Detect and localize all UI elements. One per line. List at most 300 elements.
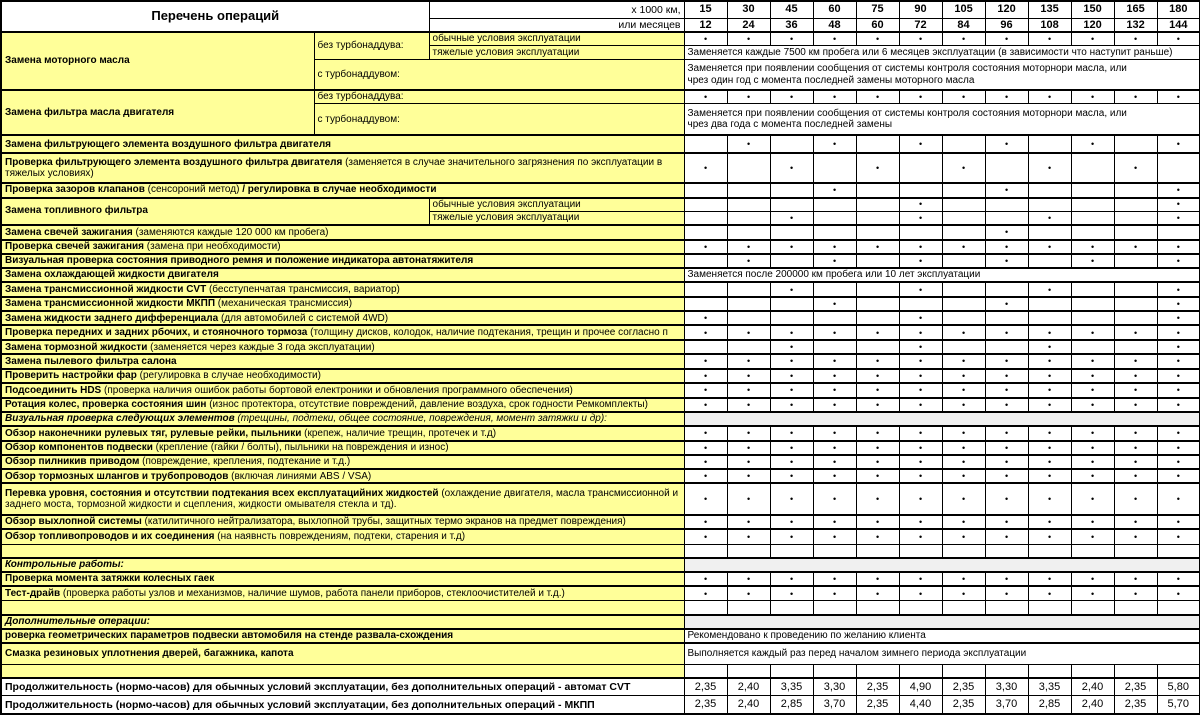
schedule-dot-cell: • xyxy=(985,369,1028,384)
schedule-dot-cell xyxy=(770,225,813,240)
schedule-dot-cell: • xyxy=(942,586,985,601)
schedule-dot-cell xyxy=(856,225,899,240)
schedule-dot-cell xyxy=(813,198,856,212)
schedule-dot-cell xyxy=(813,544,856,558)
schedule-dot-cell: • xyxy=(727,383,770,397)
schedule-dot-cell: • xyxy=(1157,529,1200,544)
op-label-text: (охлаждение двигателя, масла трансмиссионной и заднего моста, тормозной жидкости и сцепления, жидкости омывателя стекла и тд). xyxy=(5,487,679,511)
duration-value-cell: 5,80 xyxy=(1157,678,1200,696)
table-row xyxy=(1,469,1200,483)
table-row xyxy=(1,601,1200,615)
schedule-dot-cell: • xyxy=(1114,455,1157,469)
table-row xyxy=(1,643,1200,664)
schedule-note-cell xyxy=(684,60,1200,91)
op-label-cell xyxy=(1,696,684,714)
op-label-text: (бесступенчатая трансмиссия, вариатор) xyxy=(206,283,400,295)
schedule-dot-cell xyxy=(727,601,770,615)
schedule-dot-cell: • xyxy=(856,529,899,544)
op-label-cell xyxy=(1,183,684,198)
schedule-dot-cell: • xyxy=(899,211,942,225)
schedule-dot-cell: • xyxy=(770,398,813,412)
op-label-cell xyxy=(429,32,684,46)
schedule-dot-cell: • xyxy=(1071,398,1114,412)
op-label-cell xyxy=(314,104,684,136)
op-label-cell xyxy=(1,558,684,572)
schedule-dot-cell xyxy=(985,340,1028,354)
schedule-dot-cell: • xyxy=(899,383,942,397)
op-label-text: Смазка резиновых уплотнения дверей, багажника, капота xyxy=(5,648,294,660)
table-row xyxy=(1,311,1200,325)
schedule-dot-cell xyxy=(942,254,985,268)
schedule-dot-cell: • xyxy=(727,572,770,586)
schedule-dot-cell: • xyxy=(856,32,899,46)
schedule-dot-cell xyxy=(727,544,770,558)
op-label-text: (заменяется через каждые 3 года эксплуатации) xyxy=(147,341,375,353)
schedule-dot-cell: • xyxy=(1071,135,1114,153)
table-row xyxy=(1,615,1200,629)
schedule-dot-cell xyxy=(985,601,1028,615)
schedule-dot-cell: • xyxy=(1114,483,1157,515)
op-label-cell xyxy=(1,441,684,455)
schedule-dot-cell: • xyxy=(684,32,727,46)
schedule-dot-cell: • xyxy=(856,426,899,441)
op-label-cell xyxy=(429,46,684,60)
duration-value-cell: 2,35 xyxy=(684,678,727,696)
op-label-cell xyxy=(1,268,684,282)
schedule-dot-cell: • xyxy=(770,426,813,441)
table-row xyxy=(1,412,1200,426)
schedule-dot-cell xyxy=(856,282,899,297)
schedule-dot-cell xyxy=(985,282,1028,297)
op-label-cell xyxy=(429,198,684,212)
schedule-dot-cell: • xyxy=(985,183,1028,198)
op-label-cell xyxy=(1,153,684,183)
schedule-dot-cell: • xyxy=(770,369,813,384)
note-line: Заменяется при появлении сообщения от системы контроля состояния моторнори масла, или xyxy=(687,107,1127,119)
schedule-dot-cell: • xyxy=(1114,586,1157,601)
schedule-dot-cell: • xyxy=(856,586,899,601)
schedule-dot-cell: • xyxy=(1071,515,1114,529)
schedule-dot-cell: • xyxy=(1028,441,1071,455)
interval-km-cell: 120 xyxy=(985,1,1028,18)
schedule-dot-cell: • xyxy=(985,483,1028,515)
table-row xyxy=(1,254,1200,268)
schedule-dot-cell xyxy=(1114,311,1157,325)
schedule-dot-cell xyxy=(1114,183,1157,198)
op-label-cell xyxy=(1,225,684,240)
op-label-text: с турбонаддувом: xyxy=(317,68,400,80)
schedule-dot-cell: • xyxy=(985,441,1028,455)
schedule-dot-cell xyxy=(1028,135,1071,153)
op-label-text: (катилитичного нейтрализатора, выхлопной трубы, защитных термо экранов на предмет повреждения) xyxy=(141,516,626,528)
schedule-dot-cell: • xyxy=(770,354,813,368)
op-label-text: (для автомобилей с системой 4WD) xyxy=(218,312,389,324)
op-label-text: обычные условия эксплуатации xyxy=(432,198,581,210)
schedule-dot-cell xyxy=(684,282,727,297)
schedule-dot-cell: • xyxy=(684,90,727,104)
schedule-dot-cell: • xyxy=(813,383,856,397)
interval-km-cell: 135 xyxy=(1028,1,1071,18)
op-label-text: Замена моторного масла xyxy=(5,55,130,67)
op-label-text: Проверка свечей зажигания xyxy=(5,241,145,252)
schedule-dot-cell: • xyxy=(985,325,1028,340)
schedule-dot-cell: • xyxy=(1157,311,1200,325)
schedule-dot-cell: • xyxy=(813,240,856,254)
schedule-dot-cell: • xyxy=(985,354,1028,368)
op-label-cell xyxy=(1,483,684,515)
schedule-dot-cell: • xyxy=(1157,483,1200,515)
schedule-dot-cell: • xyxy=(899,455,942,469)
op-label-text: (на наявнсть повреждениям, подтеки, старения и т.д) xyxy=(214,531,466,543)
op-label-cell xyxy=(1,254,684,268)
op-label-cell xyxy=(1,311,684,325)
schedule-dot-cell: • xyxy=(985,398,1028,412)
schedule-dot-cell: • xyxy=(1157,211,1200,225)
schedule-dot-cell: • xyxy=(985,455,1028,469)
schedule-dot-cell: • xyxy=(1028,153,1071,183)
schedule-dot-cell xyxy=(770,297,813,311)
duration-value-cell: 2,35 xyxy=(1114,678,1157,696)
op-label-text: Замена тормозной жидкости xyxy=(5,341,148,353)
schedule-dot-cell: • xyxy=(1028,515,1071,529)
schedule-dot-cell xyxy=(1114,135,1157,153)
schedule-dot-cell xyxy=(1071,211,1114,225)
schedule-dot-cell xyxy=(1157,601,1200,615)
schedule-dot-cell: • xyxy=(1157,183,1200,198)
schedule-dot-cell xyxy=(1071,225,1114,240)
schedule-dot-cell: • xyxy=(899,282,942,297)
schedule-dot-cell: • xyxy=(856,469,899,483)
schedule-dot-cell xyxy=(1114,340,1157,354)
schedule-dot-cell: • xyxy=(1071,32,1114,46)
table-row xyxy=(1,325,1200,340)
schedule-dot-cell: • xyxy=(1157,586,1200,601)
schedule-dot-cell: • xyxy=(1114,529,1157,544)
schedule-dot-cell xyxy=(1028,225,1071,240)
schedule-dot-cell: • xyxy=(727,354,770,368)
op-label-cell xyxy=(1,198,429,225)
schedule-dot-cell: • xyxy=(1071,426,1114,441)
schedule-dot-cell: • xyxy=(770,240,813,254)
schedule-dot-cell: • xyxy=(813,586,856,601)
op-label-text: (износ протектора, отсутствие повреждений, давление воздуха, срок годности Ремкомплекты) xyxy=(206,399,648,410)
op-label-cell xyxy=(314,32,429,59)
schedule-dot-cell: • xyxy=(770,572,813,586)
schedule-note-cell xyxy=(684,104,1200,136)
schedule-dot-cell: • xyxy=(899,469,942,483)
table-row xyxy=(1,586,1200,601)
schedule-dot-cell: • xyxy=(1114,398,1157,412)
schedule-dot-cell: • xyxy=(813,469,856,483)
op-label-cell xyxy=(1,643,684,664)
interval-km-cell: 105 xyxy=(942,1,985,18)
op-label-text: Проверить настройки фар xyxy=(5,370,137,382)
schedule-dot-cell xyxy=(856,311,899,325)
note-line: Заменяется после 200000 км пробега или 10 лет эксплуатации xyxy=(687,269,981,281)
table-row xyxy=(1,426,1200,441)
op-label-text: (повреждение, крепления, подтекание и т.д.) xyxy=(139,456,351,468)
schedule-dot-cell: • xyxy=(1157,282,1200,297)
schedule-dot-cell: • xyxy=(1114,354,1157,368)
schedule-dot-cell xyxy=(1071,183,1114,198)
schedule-dot-cell xyxy=(813,340,856,354)
schedule-dot-cell: • xyxy=(1028,240,1071,254)
op-label-cell xyxy=(1,469,684,483)
table-row xyxy=(1,183,1200,198)
op-label-text: Замена фильтра масла двигателя xyxy=(5,106,175,118)
schedule-dot-cell xyxy=(813,153,856,183)
schedule-dot-cell: • xyxy=(1071,469,1114,483)
schedule-dot-cell: • xyxy=(942,325,985,340)
empty-label-cell xyxy=(1,544,684,558)
op-label-text: Проверка передних и задних рбочих, и стояночного тормоза xyxy=(5,327,308,339)
schedule-dot-cell: • xyxy=(770,529,813,544)
schedule-dot-cell: • xyxy=(770,383,813,397)
interval-km-cell: 30 xyxy=(727,1,770,18)
op-label-cell xyxy=(1,412,684,426)
table-row xyxy=(1,32,1200,46)
schedule-dot-cell: • xyxy=(942,515,985,529)
schedule-dot-cell: • xyxy=(942,483,985,515)
op-label-text: Продолжительность (нормо-часов) для обычных условий эксплуатации, без дополнительных операций - МКПП xyxy=(5,698,595,711)
schedule-dot-cell: • xyxy=(1157,469,1200,483)
schedule-dot-cell: • xyxy=(1157,325,1200,340)
op-label-text: без турбонаддува: xyxy=(317,91,404,103)
op-label-cell xyxy=(1,426,684,441)
table-row xyxy=(1,297,1200,311)
schedule-dot-cell xyxy=(727,211,770,225)
schedule-dot-cell: • xyxy=(1071,369,1114,384)
schedule-dot-cell: • xyxy=(1114,383,1157,397)
schedule-dot-cell: • xyxy=(813,32,856,46)
schedule-dot-cell: • xyxy=(899,240,942,254)
schedule-dot-cell: • xyxy=(856,572,899,586)
duration-value-cell: 2,35 xyxy=(942,696,985,714)
schedule-dot-cell: • xyxy=(770,211,813,225)
table-row xyxy=(1,383,1200,397)
interval-months-cell: 60 xyxy=(856,18,899,32)
op-label-cell xyxy=(1,572,684,586)
schedule-dot-cell: • xyxy=(1157,340,1200,354)
schedule-dot-cell xyxy=(856,601,899,615)
schedule-dot-cell: • xyxy=(899,441,942,455)
op-label-text: (замена при необходимости) xyxy=(144,241,281,252)
schedule-dot-cell xyxy=(684,225,727,240)
schedule-dot-cell: • xyxy=(1071,529,1114,544)
schedule-dot-cell: • xyxy=(727,529,770,544)
schedule-dot-cell xyxy=(1028,544,1071,558)
duration-value-cell: 3,30 xyxy=(985,678,1028,696)
schedule-dot-cell xyxy=(684,340,727,354)
op-label-text: Замена охлаждающей жидкости двигателя xyxy=(5,269,219,281)
duration-value-cell: 2,35 xyxy=(856,696,899,714)
table-row xyxy=(1,629,1200,643)
schedule-dot-cell: • xyxy=(942,153,985,183)
op-label-text: Замена жидкости заднего дифференциала xyxy=(5,312,219,324)
schedule-dot-cell: • xyxy=(985,240,1028,254)
op-label-text: (сенсороний метод) xyxy=(144,184,240,196)
empty-label-cell xyxy=(1,664,684,678)
schedule-dot-cell xyxy=(1071,544,1114,558)
schedule-dot-cell: • xyxy=(813,90,856,104)
schedule-dot-cell xyxy=(1114,225,1157,240)
interval-months-cell: 24 xyxy=(727,18,770,32)
schedule-dot-cell xyxy=(985,198,1028,212)
schedule-dot-cell: • xyxy=(985,586,1028,601)
interval-km-cell: 15 xyxy=(684,1,727,18)
op-label-text: Визуальная проверка следующих элементов xyxy=(5,413,235,425)
interval-km-cell: 165 xyxy=(1114,1,1157,18)
op-label-text: Замена трансмиссионной жидкости МКПП xyxy=(5,298,215,310)
schedule-dot-cell: • xyxy=(899,340,942,354)
schedule-dot-cell xyxy=(856,254,899,268)
schedule-dot-cell: • xyxy=(727,398,770,412)
schedule-dot-cell: • xyxy=(899,354,942,368)
empty-label-cell xyxy=(1,601,684,615)
table-row xyxy=(1,354,1200,368)
schedule-dot-cell: • xyxy=(856,383,899,397)
schedule-dot-cell: • xyxy=(1157,426,1200,441)
schedule-dot-cell: • xyxy=(1114,32,1157,46)
op-label-cell xyxy=(1,586,684,601)
op-label-text: обычные условия эксплуатации xyxy=(432,33,581,45)
schedule-dot-cell: • xyxy=(856,483,899,515)
op-label-text: без турбонаддува: xyxy=(317,40,404,52)
schedule-dot-cell: • xyxy=(942,398,985,412)
schedule-dot-cell xyxy=(856,211,899,225)
schedule-dot-cell: • xyxy=(1028,354,1071,368)
schedule-dot-cell: • xyxy=(1114,369,1157,384)
schedule-dot-cell xyxy=(942,183,985,198)
schedule-dot-cell: • xyxy=(1071,572,1114,586)
schedule-dot-cell: • xyxy=(1114,240,1157,254)
op-label-text: Подсоединить HDS xyxy=(5,384,102,396)
table-row xyxy=(1,340,1200,354)
duration-value-cell: 2,40 xyxy=(1071,678,1114,696)
schedule-dot-cell xyxy=(684,135,727,153)
schedule-dot-cell: • xyxy=(899,254,942,268)
schedule-dot-cell: • xyxy=(1157,515,1200,529)
op-label-cell xyxy=(314,60,684,91)
schedule-dot-cell: • xyxy=(1157,455,1200,469)
schedule-dot-cell: • xyxy=(1028,369,1071,384)
schedule-dot-cell xyxy=(985,311,1028,325)
op-label-text: Замена пылевого фильтра салона xyxy=(5,355,177,367)
schedule-dot-cell: • xyxy=(727,441,770,455)
schedule-note-cell xyxy=(684,629,1200,643)
table-row xyxy=(1,198,1200,212)
schedule-dot-cell: • xyxy=(813,135,856,153)
note-line: чрез два года с момента последней замены xyxy=(687,119,893,131)
note-line: чрез один год с момента последней замены моторного масла xyxy=(687,74,975,86)
schedule-dot-cell: • xyxy=(770,325,813,340)
schedule-dot-cell: • xyxy=(813,455,856,469)
schedule-dot-cell: • xyxy=(727,135,770,153)
schedule-dot-cell: • xyxy=(899,426,942,441)
schedule-dot-cell xyxy=(1114,211,1157,225)
note-line: Рекомендовано к проведению по желанию клиента xyxy=(687,630,926,642)
schedule-dot-cell: • xyxy=(813,441,856,455)
schedule-dot-cell: • xyxy=(813,529,856,544)
table-row xyxy=(1,441,1200,455)
schedule-dot-cell xyxy=(1028,664,1071,678)
op-label-cell xyxy=(1,325,684,340)
schedule-dot-cell: • xyxy=(1028,398,1071,412)
schedule-dot-cell: • xyxy=(899,572,942,586)
table-row xyxy=(1,544,1200,558)
schedule-dot-cell: • xyxy=(856,369,899,384)
schedule-dot-cell: • xyxy=(684,529,727,544)
schedule-dot-cell xyxy=(1114,601,1157,615)
op-label-text: Обзор тормозных шлангов и трубопроводов xyxy=(5,470,229,482)
op-label-text: (проверка работы узлов и механизмов, наличие шумов, работа панели приборов, стеклоочистителей и т.д.) xyxy=(60,588,565,600)
schedule-dot-cell: • xyxy=(942,32,985,46)
schedule-dot-cell xyxy=(1157,664,1200,678)
schedule-dot-cell xyxy=(1028,183,1071,198)
interval-km-cell: 45 xyxy=(770,1,813,18)
schedule-dot-cell: • xyxy=(942,426,985,441)
op-label-text: Обзор выхлопной системы xyxy=(5,516,142,528)
schedule-dot-cell: • xyxy=(1071,325,1114,340)
table-row xyxy=(1,678,1200,696)
op-label-cell xyxy=(1,398,684,412)
schedule-dot-cell: • xyxy=(985,225,1028,240)
schedule-dot-cell: • xyxy=(727,240,770,254)
schedule-dot-cell xyxy=(684,198,727,212)
op-label-text: (включая линиями ABS / VSA) xyxy=(228,470,372,482)
schedule-dot-cell: • xyxy=(985,90,1028,104)
schedule-dot-cell: • xyxy=(684,240,727,254)
op-label-cell xyxy=(1,135,684,153)
schedule-dot-cell xyxy=(770,135,813,153)
schedule-dot-cell: • xyxy=(985,254,1028,268)
op-label-text: (регулировка в случае необходимости) xyxy=(136,370,321,382)
duration-value-cell: 2,35 xyxy=(684,696,727,714)
schedule-dot-cell xyxy=(684,544,727,558)
op-label-text: тяжелые условия эксплуатации xyxy=(432,46,580,58)
schedule-dot-cell: • xyxy=(942,90,985,104)
op-label-cell xyxy=(1,529,684,544)
schedule-dot-cell xyxy=(942,225,985,240)
schedule-dot-cell xyxy=(1114,282,1157,297)
schedule-dot-cell xyxy=(942,297,985,311)
interval-months-cell: 12 xyxy=(684,18,727,32)
schedule-dot-cell: • xyxy=(856,325,899,340)
schedule-dot-cell: • xyxy=(1157,90,1200,104)
schedule-dot-cell xyxy=(813,601,856,615)
table-row xyxy=(1,696,1200,714)
schedule-dot-cell: • xyxy=(942,240,985,254)
schedule-note-cell xyxy=(684,643,1200,664)
schedule-dot-cell: • xyxy=(1028,455,1071,469)
schedule-dot-cell xyxy=(856,544,899,558)
schedule-dot-cell xyxy=(813,664,856,678)
schedule-dot-cell: • xyxy=(813,572,856,586)
schedule-dot-cell: • xyxy=(1028,529,1071,544)
interval-months-cell: 96 xyxy=(985,18,1028,32)
schedule-dot-cell xyxy=(770,198,813,212)
schedule-dot-cell: • xyxy=(1157,240,1200,254)
schedule-dot-cell: • xyxy=(899,90,942,104)
op-label-text: Ротация колес, проверка состояния шин xyxy=(5,399,207,410)
interval-months-cell: 72 xyxy=(899,18,942,32)
schedule-dot-cell: • xyxy=(1157,254,1200,268)
schedule-dot-cell: • xyxy=(899,198,942,212)
schedule-dot-cell xyxy=(985,211,1028,225)
table-row xyxy=(1,282,1200,297)
schedule-dot-cell xyxy=(727,664,770,678)
schedule-dot-cell: • xyxy=(813,254,856,268)
